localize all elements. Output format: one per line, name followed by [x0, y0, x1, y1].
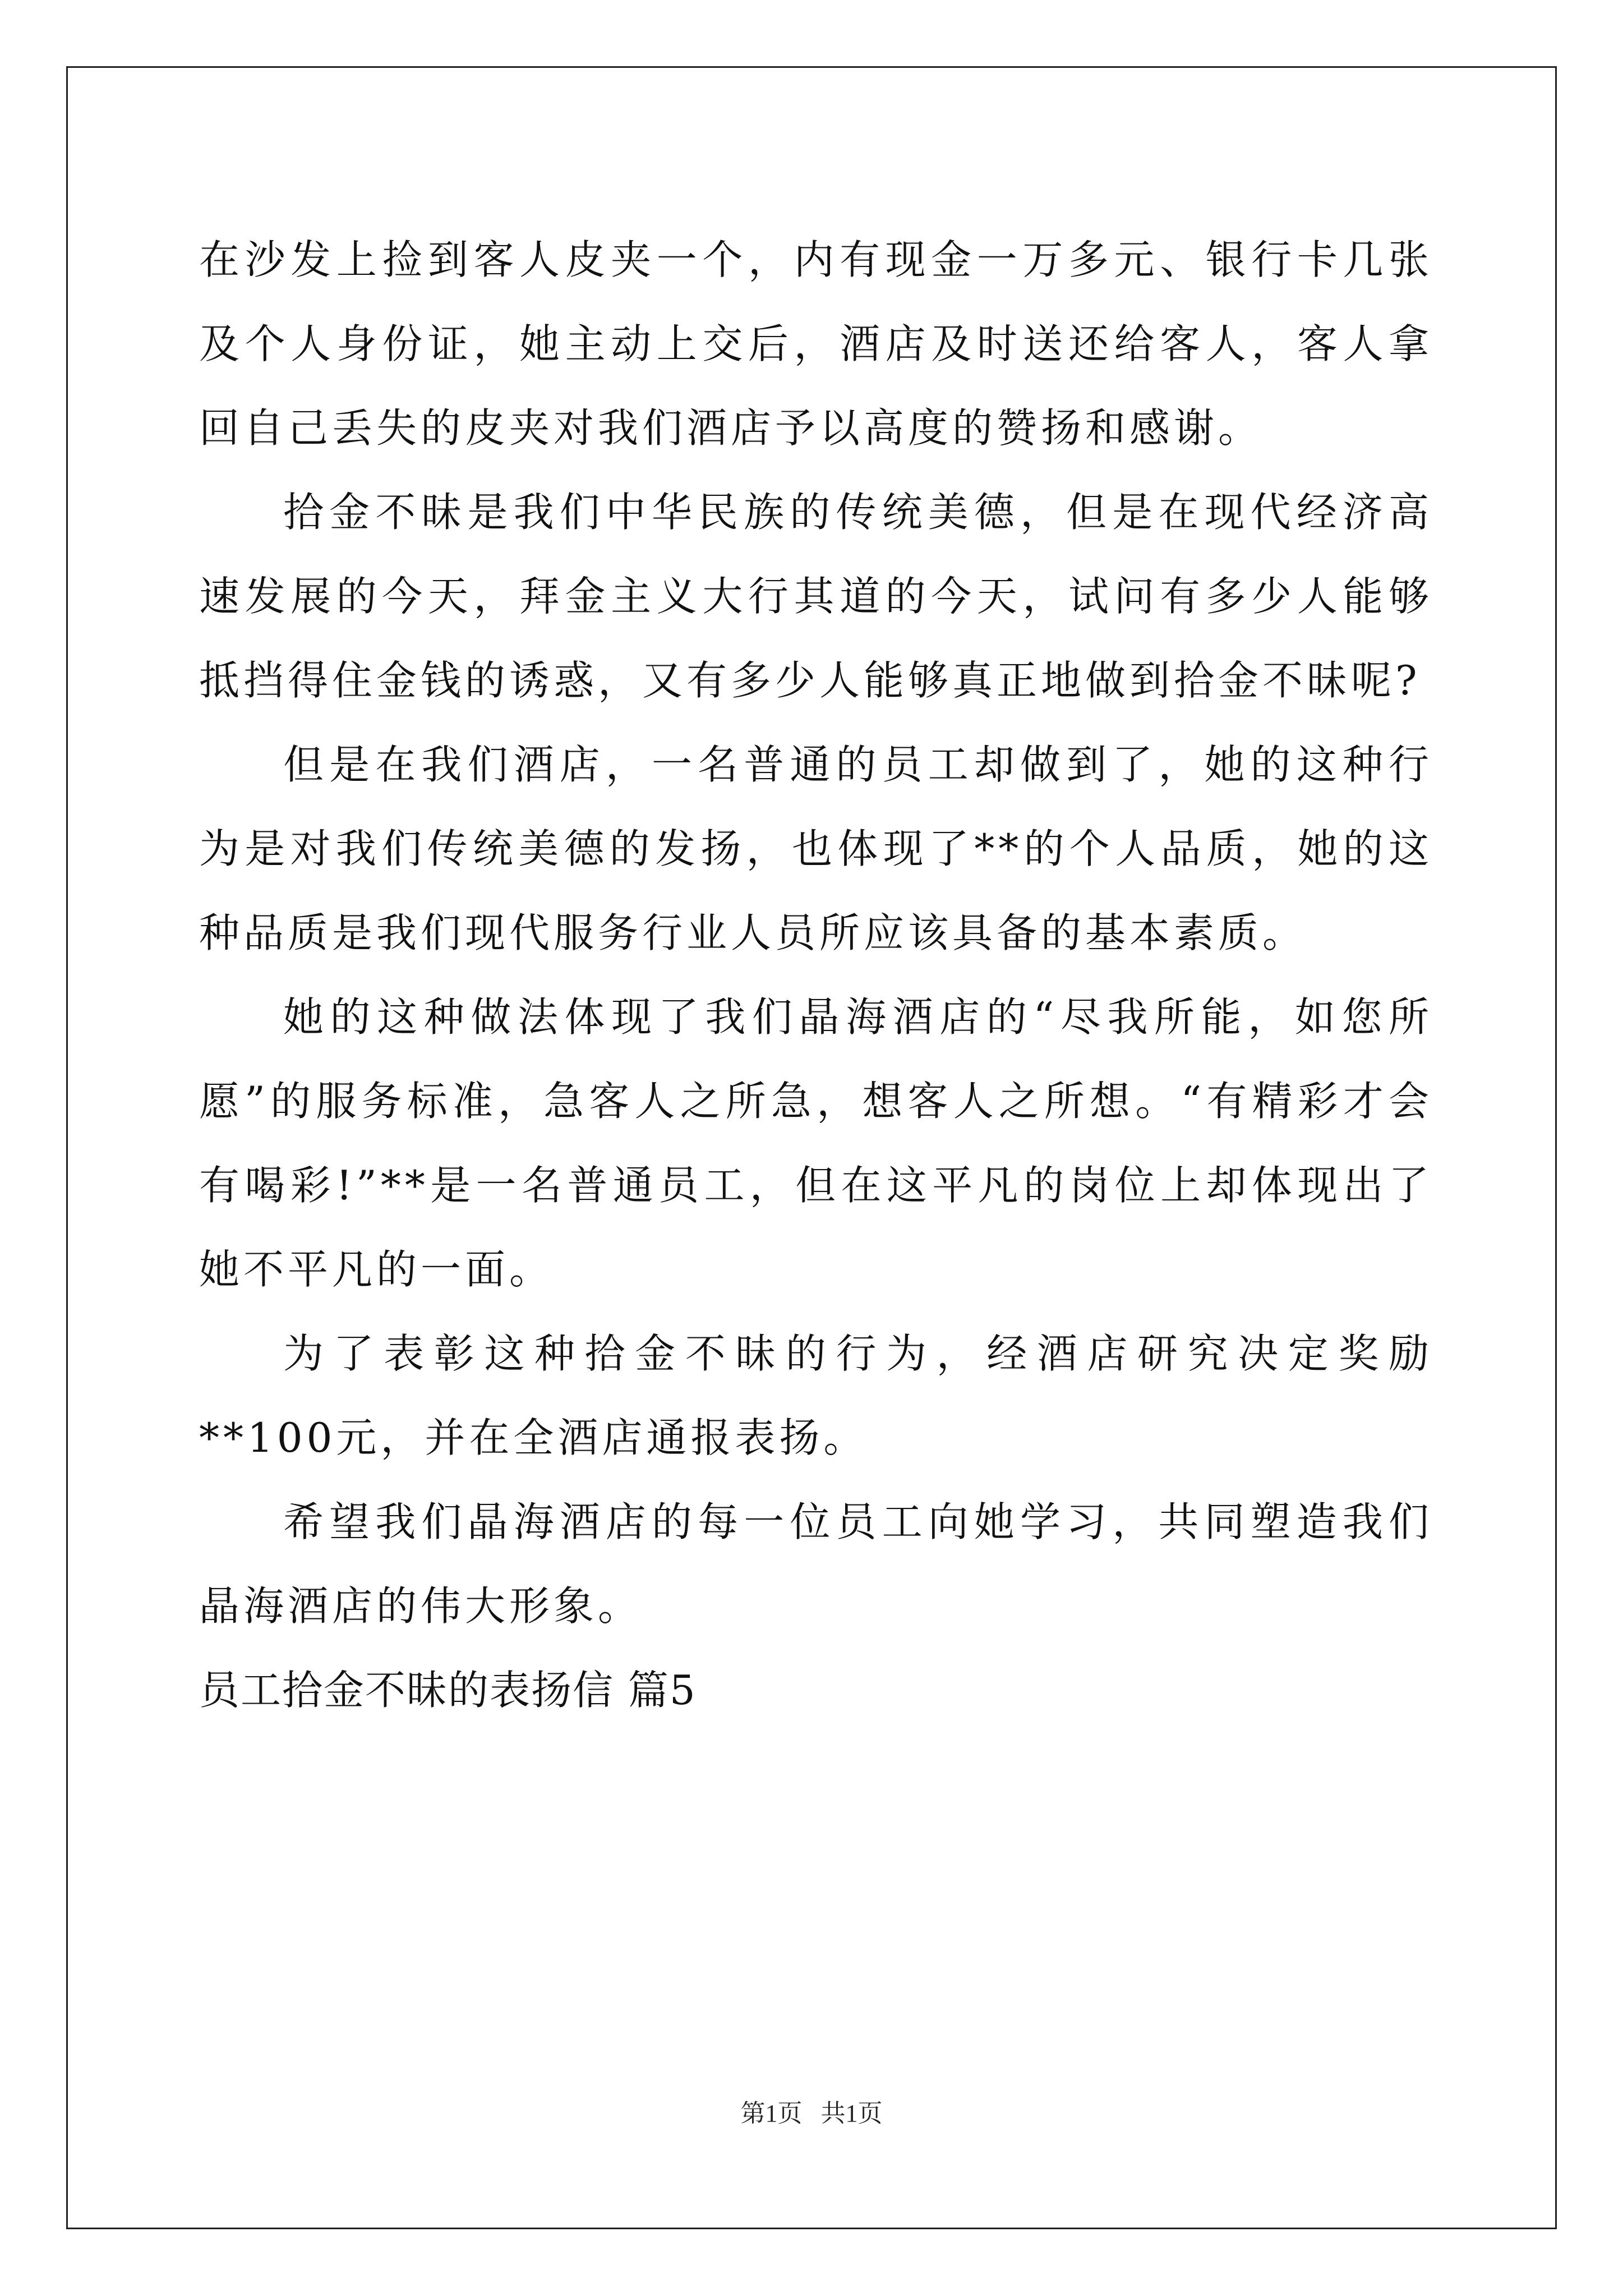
paragraph-1: 在沙发上捡到客人皮夹一个，内有现金一万多元、银行卡几张及个人身份证，她主动上交后，酒店及时送还给客人，客人拿回自己丢失的皮夹对我们酒店予以高度的赞扬和感谢。	[199, 236, 1433, 452]
paragraph-2: 拾金不昧是我们中华民族的传统美德，但是在现代经济高速发展的今天，拜金主义大行其道的今天，试问有多少人能够抵挡得住金钱的诱惑，又有多少人能够真正地做到拾金不昧呢?	[199, 489, 1433, 704]
paragraph-5: 为了表彰这种拾金不昧的行为，经酒店研究决定奖励**100元，并在全酒店通报表扬。	[199, 1330, 1433, 1461]
section-title: 员工拾金不昧的表扬信 篇5	[199, 1667, 697, 1714]
page-total-label: 共1页	[820, 2100, 883, 2127]
paragraph-3: 但是在我们酒店，一名普通的员工却做到了，她的这种行为是对我们传统美德的发扬，也体现了**的个人品质，她的这种品质是我们现代服务行业人员所应该具备的基本素质。	[199, 741, 1433, 956]
paragraph-4: 她的这种做法体现了我们晶海酒店的“尽我所能，如您所愿”的服务标准，急客人之所急，想客人之所想。“有精彩才会有喝彩!”**是一名普通员工，但在这平凡的岗位上却体现出了她不平凡的一面。	[199, 993, 1433, 1293]
paragraph-6: 希望我们晶海酒店的每一位员工向她学习，共同塑造我们晶海酒店的伟大形象。	[199, 1498, 1433, 1630]
document-body	[199, 218, 1433, 1732]
page-number-label: 第1页	[740, 2100, 803, 2127]
page-footer	[0, 2097, 1623, 2131]
